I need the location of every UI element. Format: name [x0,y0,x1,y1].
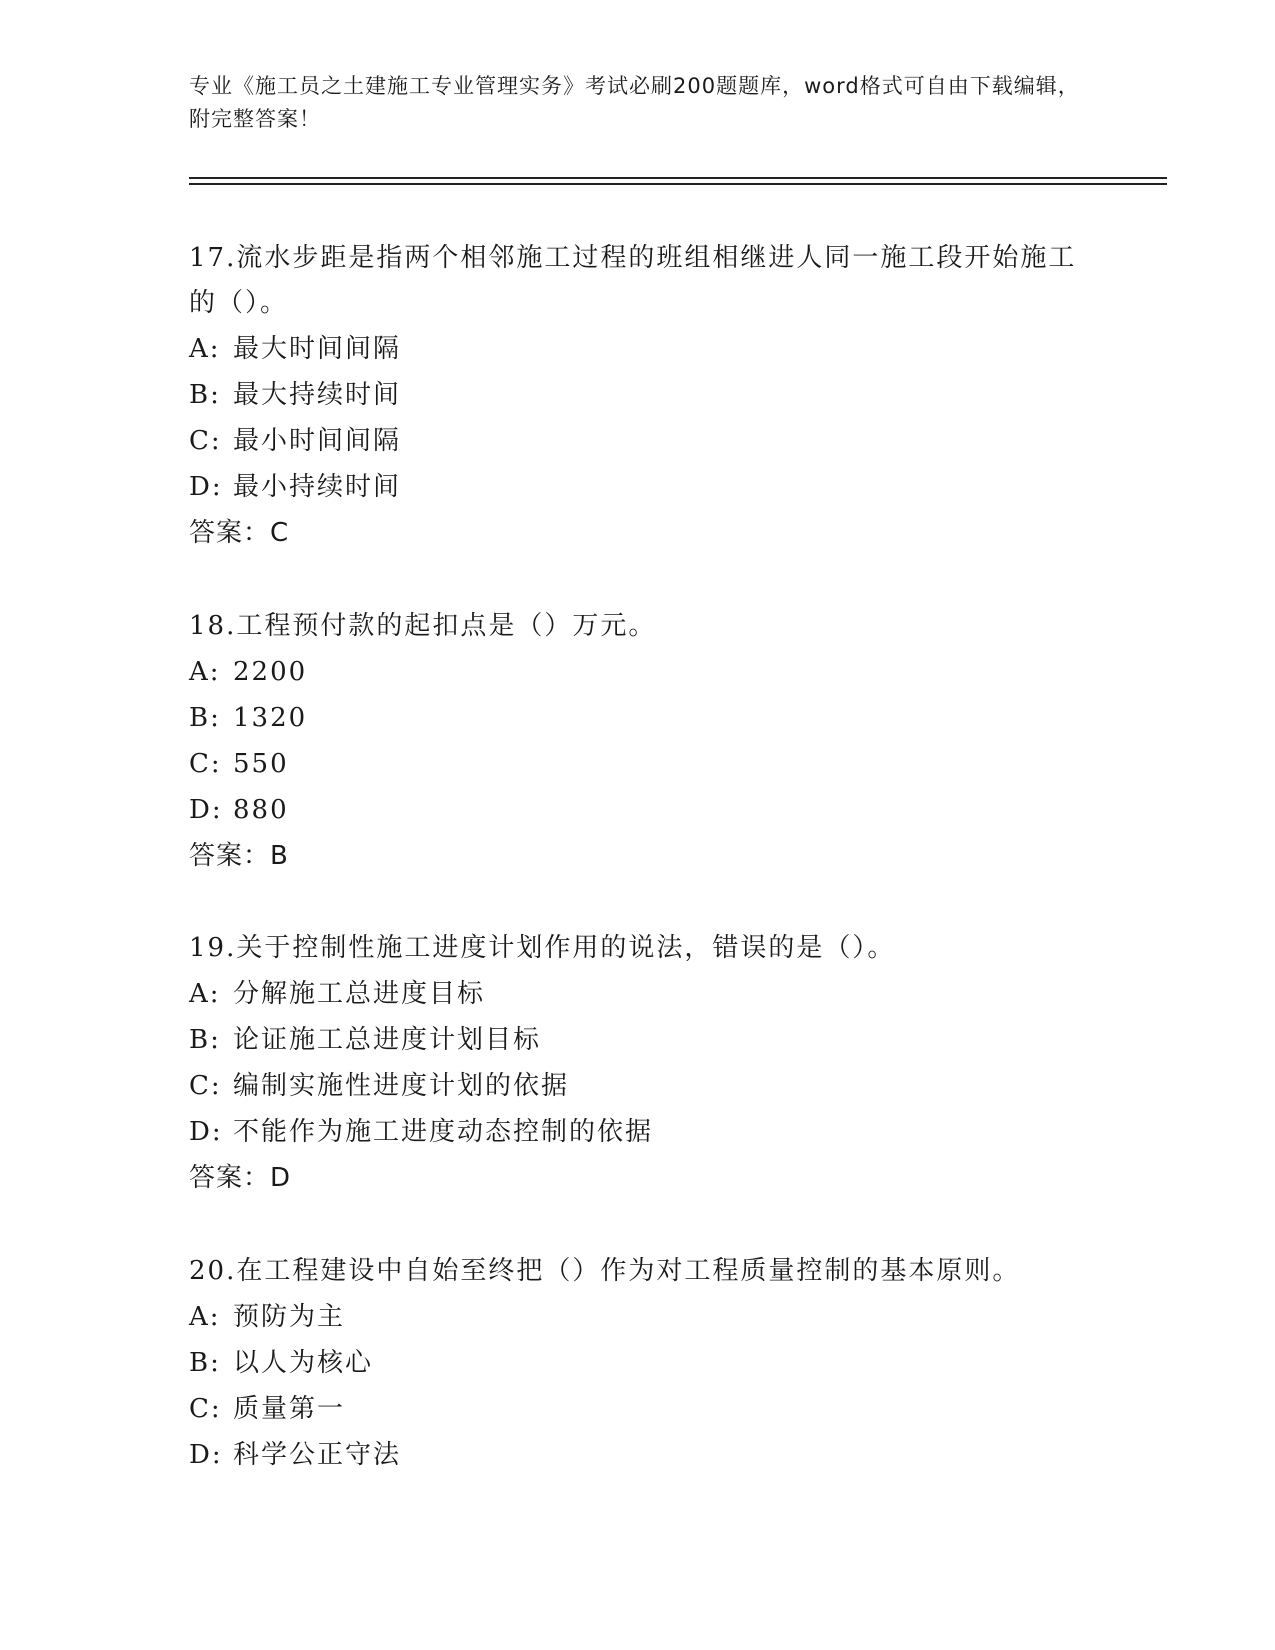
header-divider-top [189,177,1167,179]
option-text: 论证施工总进度计划目标 [233,1025,542,1055]
option-key: B: [189,703,221,733]
document-header: 专业《施工员之土建施工专业管理实务》考试必刷200题题库，word格式可自由下载编辑，附完整答案！ [189,74,1080,131]
option-a [189,971,1089,1017]
option-key: A: [189,334,221,364]
option-key: B: [189,1348,221,1378]
option-d [189,787,1089,833]
option-text: 预防为主 [233,1302,346,1332]
option-key: A: [189,1302,221,1332]
option-key: B: [189,1025,221,1055]
option-key: C: [189,1071,222,1101]
answer-line: 答案：D [189,1163,292,1193]
option-key: A: [189,979,221,1009]
option-key: D: [189,1117,223,1147]
header-divider-bottom [189,183,1167,185]
option-key: C: [189,749,222,779]
option-text: 880 [233,795,289,825]
option-key: D: [189,472,223,502]
option-b [189,1340,1089,1386]
option-key: C: [189,426,222,456]
question-19 [189,926,1089,1201]
question-stem: 19.关于控制性施工进度计划作用的说法，错误的是（）。 [189,933,896,963]
option-key: C: [189,1394,222,1424]
option-c [189,1386,1089,1432]
option-text: 以人为核心 [233,1348,374,1378]
option-text: 1320 [233,703,308,733]
option-text: 最大持续时间 [233,380,402,410]
question-17 [189,236,1089,556]
question-18 [189,604,1089,879]
option-text: 最大时间间隔 [233,334,402,364]
option-d [189,464,1089,510]
question-stem: 18.工程预付款的起扣点是（）万元。 [189,611,657,641]
option-a [189,326,1089,372]
option-c [189,1063,1089,1109]
option-text: 编制实施性进度计划的依据 [233,1071,570,1101]
option-text: 质量第一 [233,1394,346,1424]
option-c [189,418,1089,464]
option-b [189,695,1089,741]
question-stem: 17.流水步距是指两个相邻施工过程的班组相继进人同一施工段开始施工的（）。 [189,243,1077,318]
option-key: D: [189,795,223,825]
option-c [189,741,1089,787]
option-key: D: [189,1440,223,1470]
option-text: 2200 [233,657,308,687]
question-20 [189,1249,1089,1478]
option-text: 最小时间间隔 [233,426,402,456]
answer-line: 答案：B [189,841,289,871]
answer-line: 答案：C [189,518,290,548]
option-text: 最小持续时间 [233,472,402,502]
option-key: B: [189,380,221,410]
option-a [189,1294,1089,1340]
option-d [189,1109,1089,1155]
option-text: 分解施工总进度目标 [233,979,486,1009]
option-key: A: [189,657,221,687]
question-stem: 20.在工程建设中自始至终把（）作为对工程质量控制的基本原则。 [189,1256,1021,1286]
option-b [189,1017,1089,1063]
option-d [189,1432,1089,1478]
option-b [189,372,1089,418]
option-text: 550 [233,749,289,779]
option-text: 不能作为施工进度动态控制的依据 [233,1117,654,1147]
option-a [189,649,1089,695]
option-text: 科学公正守法 [233,1440,402,1470]
